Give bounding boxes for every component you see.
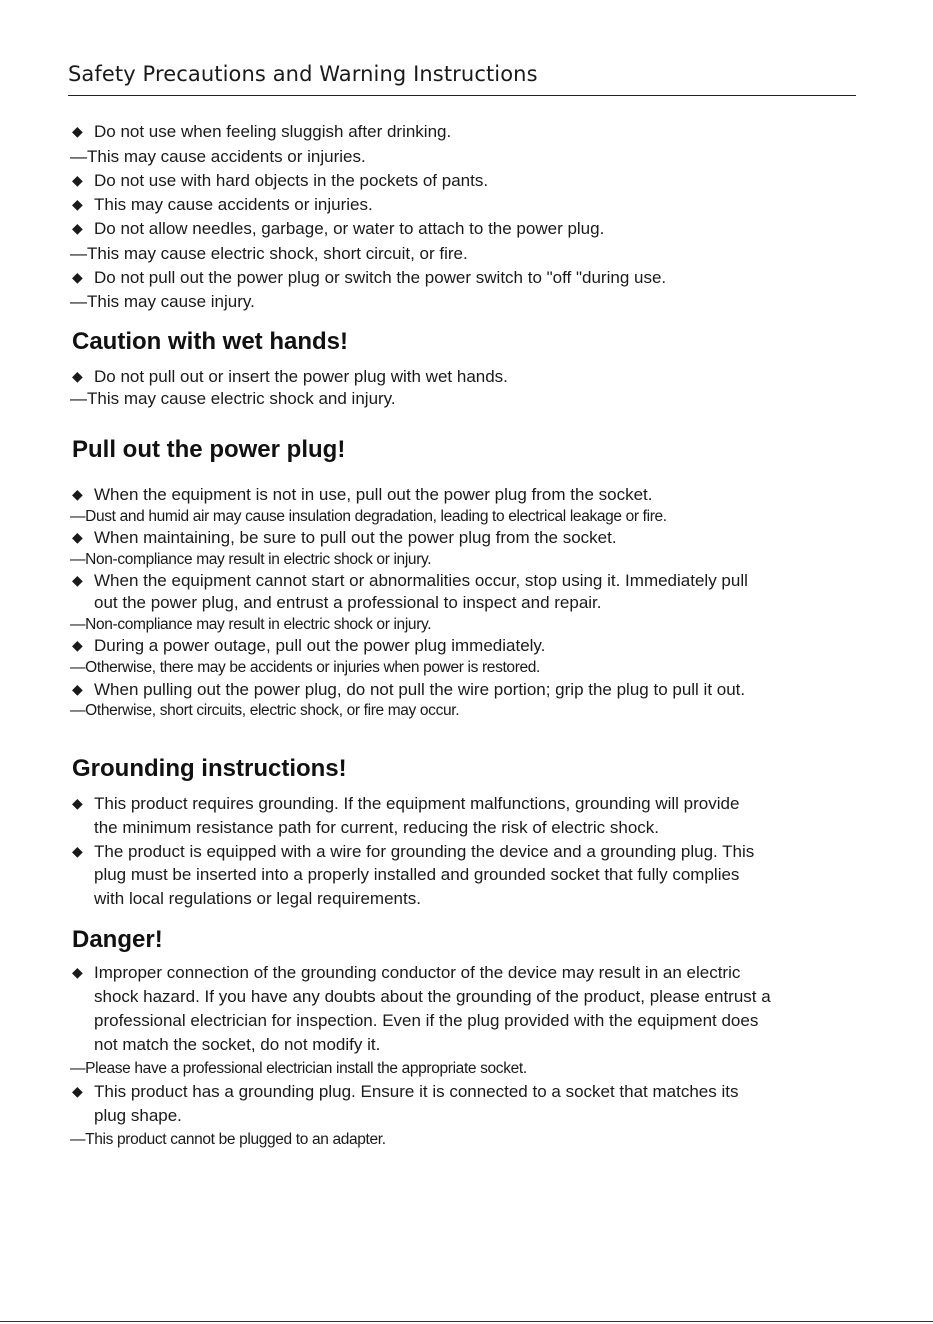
note-item: —Otherwise, short circuits, electric shock, or fire may occur. [70, 702, 460, 719]
dash-marker: — [70, 702, 86, 719]
bullet-item: ◆ During a power outage, pull out the power plug immediately. [72, 636, 546, 655]
diamond-bullet-icon: ◆ [72, 1083, 83, 1099]
bullet-item: ◆ This may cause accidents or injuries. [72, 195, 373, 214]
section-heading: Grounding instructions! [72, 755, 347, 782]
bullet-item: ◆ When pulling out the power plug, do not pull the wire portion; grip the plug to pull it out. [72, 680, 746, 699]
bullet-item: ◆ This product has a grounding plug. Ensure it is connected to a socket that matches its [72, 1082, 739, 1101]
bullet-continuation: plug shape. [94, 1106, 182, 1125]
dash-marker: — [70, 292, 87, 311]
bullet-continuation: plug must be inserted into a properly installed and grounded socket that fully complies [94, 865, 740, 884]
diamond-bullet-icon: ◆ [72, 637, 83, 653]
bullet-continuation: the minimum resistance path for current, reducing the risk of electric shock. [94, 818, 660, 837]
diamond-bullet-icon: ◆ [72, 964, 83, 980]
note-item: —This product cannot be plugged to an adapter. [70, 1131, 386, 1148]
page-bottom-border [0, 1321, 933, 1322]
diamond-bullet-icon: ◆ [72, 529, 83, 545]
dash-marker: — [70, 244, 87, 263]
bullet-item: ◆ Do not pull out or insert the power plug with wet hands. [72, 367, 508, 386]
bullet-item: ◆ When the equipment is not in use, pull out the power plug from the socket. [72, 485, 653, 504]
dash-marker: — [70, 389, 87, 408]
note-item: —This may cause injury. [70, 292, 255, 311]
diamond-bullet-icon: ◆ [72, 123, 83, 139]
note-item: —Otherwise, there may be accidents or injuries when power is restored. [70, 659, 541, 676]
dash-marker: — [70, 508, 86, 525]
dash-marker: — [70, 147, 87, 166]
diamond-bullet-icon: ◆ [72, 269, 83, 285]
dash-marker: — [70, 1060, 86, 1077]
note-item: —This may cause electric shock, short circuit, or fire. [70, 244, 468, 263]
bullet-continuation: professional electrician for inspection. Even if the plug provided with the equipment does [94, 1011, 759, 1030]
diamond-bullet-icon: ◆ [72, 368, 83, 384]
bullet-continuation: not match the socket, do not modify it. [94, 1035, 381, 1054]
dash-marker: — [70, 659, 86, 676]
bullet-item: ◆ Do not pull out the power plug or switch the power switch to "off "during use. [72, 268, 667, 287]
page-title: Safety Precautions and Warning Instructions [68, 62, 538, 86]
bullet-item: ◆ Do not use when feeling sluggish after drinking. [72, 122, 452, 141]
bullet-continuation: out the power plug, and entrust a professional to inspect and repair. [94, 593, 602, 612]
diamond-bullet-icon: ◆ [72, 681, 83, 697]
diamond-bullet-icon: ◆ [72, 196, 83, 212]
note-item: —Dust and humid air may cause insulation degradation, leading to electrical leakage or fire. [70, 508, 667, 525]
section-heading: Danger! [72, 926, 163, 953]
title-divider [68, 95, 856, 96]
bullet-item: ◆ Improper connection of the grounding conductor of the device may result in an electric [72, 963, 741, 982]
bullet-item: ◆ This product requires grounding. If the equipment malfunctions, grounding will provide [72, 794, 740, 813]
note-item: —Non-compliance may result in electric shock or injury. [70, 616, 432, 633]
note-item: —Non-compliance may result in electric shock or injury. [70, 551, 432, 568]
diamond-bullet-icon: ◆ [72, 486, 83, 502]
note-item: —This may cause accidents or injuries. [70, 147, 366, 166]
dash-marker: — [70, 551, 86, 568]
bullet-item: ◆ The product is equipped with a wire for grounding the device and a grounding plug. This [72, 842, 755, 861]
note-item: —Please have a professional electrician install the appropriate socket. [70, 1060, 527, 1077]
bullet-item: ◆ Do not use with hard objects in the pockets of pants. [72, 171, 489, 190]
section-heading: Pull out the power plug! [72, 436, 346, 463]
bullet-item: ◆ When the equipment cannot start or abnormalities occur, stop using it. Immediately pull [72, 571, 748, 590]
bullet-item: ◆ Do not allow needles, garbage, or water to attach to the power plug. [72, 219, 605, 238]
bullet-item: ◆ When maintaining, be sure to pull out the power plug from the socket. [72, 528, 617, 547]
dash-marker: — [70, 616, 86, 633]
diamond-bullet-icon: ◆ [72, 220, 83, 236]
diamond-bullet-icon: ◆ [72, 572, 83, 588]
section-heading: Caution with wet hands! [72, 328, 348, 355]
diamond-bullet-icon: ◆ [72, 795, 83, 811]
diamond-bullet-icon: ◆ [72, 843, 83, 859]
dash-marker: — [70, 1131, 86, 1148]
bullet-continuation: with local regulations or legal requirements. [94, 889, 421, 908]
note-item: —This may cause electric shock and injury. [70, 389, 396, 408]
diamond-bullet-icon: ◆ [72, 172, 83, 188]
bullet-continuation: shock hazard. If you have any doubts about the grounding of the product, please entrust a [94, 987, 771, 1006]
